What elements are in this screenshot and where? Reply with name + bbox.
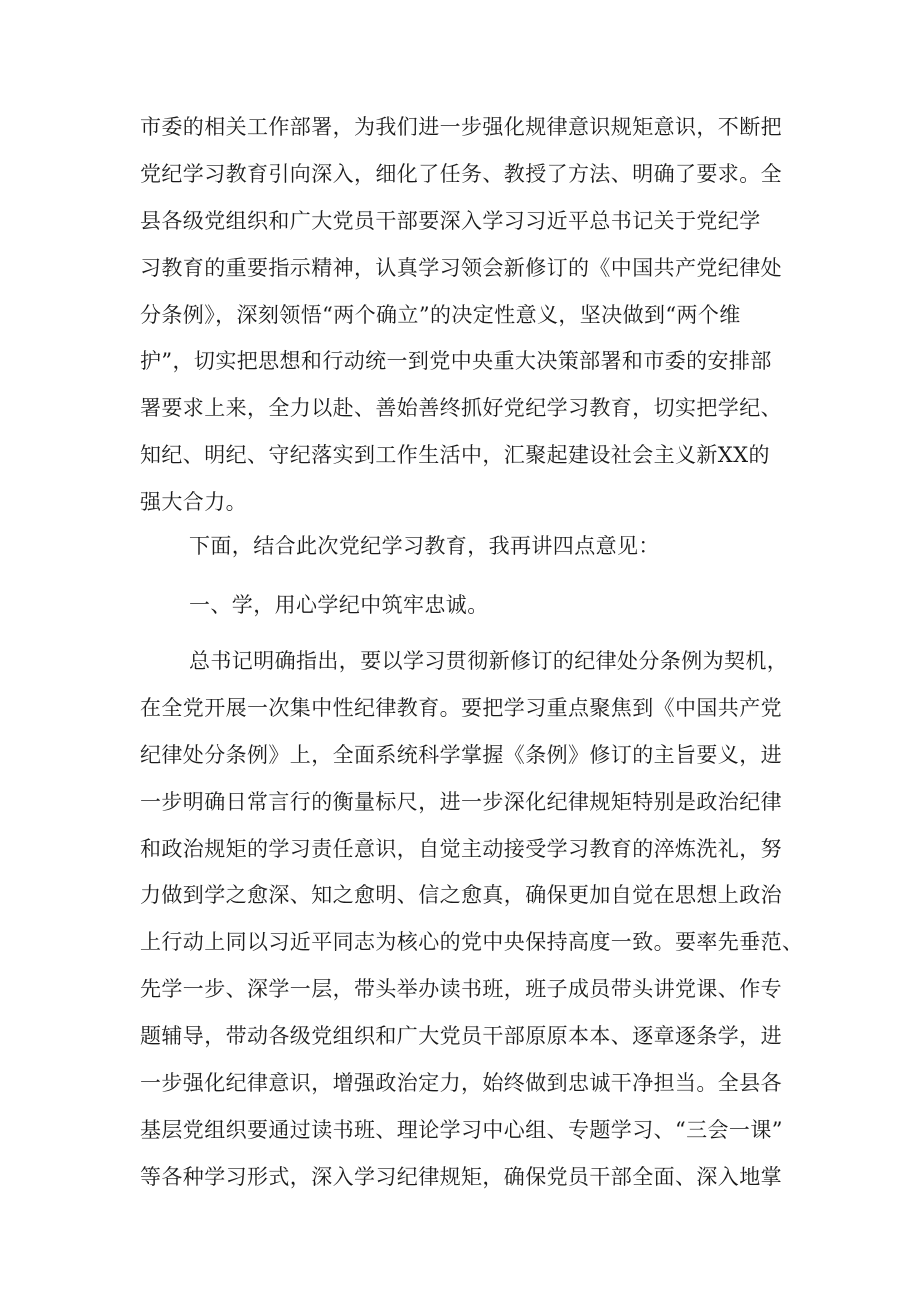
text-line: 题辅导，带动各级党组织和广大党员干部原原本本、逐章逐条学，进 — [140, 1024, 782, 1049]
text-line: 在全党开展一次集中性纪律教育。要把学习重点聚焦到《中国共产党 — [140, 695, 782, 720]
text-line: 一步明确日常言行的衡量标尺，进一步深化纪律规矩特别是政治纪律 — [140, 789, 782, 814]
text-line: 和政治规矩的学习责任意识，自觉主动接受学习教育的淬炼洗礼，努 — [140, 836, 782, 861]
text-line: 县各级党组织和广大党员干部要深入学习习近平总书记关于党纪学 — [140, 208, 761, 233]
text-line: 市委的相关工作部署，为我们进一步强化规律意识规矩意识，不断把 — [140, 115, 782, 139]
text-line: 护”，切实把思想和行动统一到党中央重大决策部署和市委的安排部 — [140, 349, 772, 374]
text-line: 上行动上同以习近平同志为核心的党中央保持高度一致。要率先垂范、 — [140, 930, 804, 955]
text-line: 习教育的重要指示精神，认真学习领会新修订的《中国共产党纪律处 — [140, 255, 782, 280]
text-line: 总书记明确指出，要以学习贯彻新修订的纪律处分条例为契机， — [189, 649, 789, 673]
text-line: 下面，结合此次党纪学习教育，我再讲四点意见： — [189, 534, 660, 558]
section-heading-1 — [140, 582, 800, 629]
text-line: 强大合力。 — [140, 490, 247, 515]
text-line: 力做到学之愈深、知之愈明、信之愈真，确保更加自觉在思想上政治 — [140, 883, 782, 908]
text-line: 知纪、明纪、守纪落实到工作生活中，汇聚起建设社会主义新XX的 — [140, 443, 770, 468]
text-line: 一步强化纪律意识，增强政治定力，始终做到忠诚干净担当。全县各 — [140, 1071, 782, 1096]
text-line: 先学一步、深学一层，带头举办读书班，班子成员带头讲党课、作专 — [140, 977, 782, 1002]
paragraph-1 — [140, 104, 800, 526]
text-line: 等各种学习形式，深入学习纪律规矩，确保党员干部全面、深入地掌 — [140, 1164, 782, 1189]
text-line: 党纪学习教育引向深入，细化了任务、教授了方法、明确了要求。全 — [140, 161, 782, 186]
text-line: 分条例》，深刻领悟“两个确立”的决定性意义，坚决做到“两个维 — [140, 302, 741, 327]
text-line: 纪律处分条例》上，全面系统科学掌握《条例》修订的主旨要义，进 — [140, 742, 782, 767]
paragraph-2 — [140, 523, 800, 570]
heading-text: 一、学，用心学纪中筑牢忠诚。 — [189, 593, 489, 617]
paragraph-3 — [140, 638, 804, 1201]
text-line: 基层党组织要通过读书班、理论学习中心组、专题学习、“三会一课” — [140, 1117, 783, 1142]
text-line: 署要求上来，全力以赴、善始善终抓好党纪学习教育，切实把学纪、 — [140, 396, 782, 421]
